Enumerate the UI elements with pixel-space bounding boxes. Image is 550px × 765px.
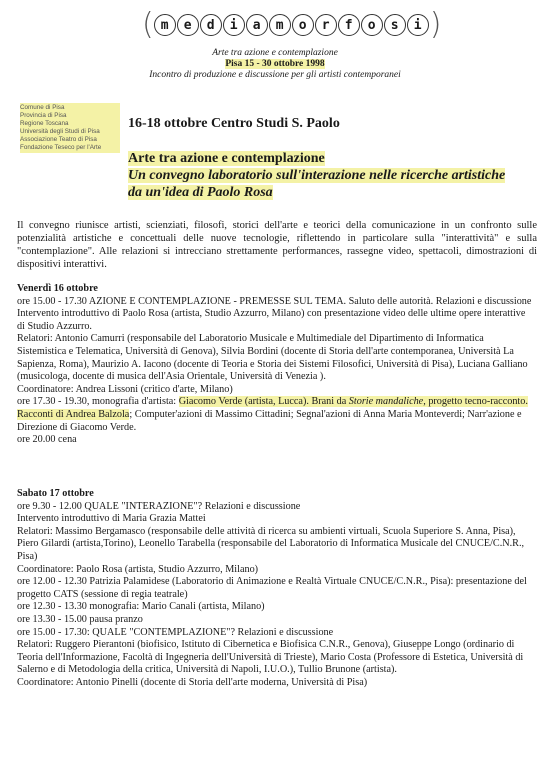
- logo-letter: i: [407, 14, 429, 36]
- program-line: Coordinatore: Andrea Lissoni (critico d'arte, Milano): [17, 383, 233, 395]
- header-dates: [0, 59, 550, 69]
- logo-open-paren: (: [142, 7, 154, 42]
- sponsor-list: [20, 103, 120, 153]
- program-line: Intervento introduttivo di Maria Grazia Mattei: [17, 513, 206, 525]
- program-line: Relatori: Massimo Bergamasco (responsabile delle attività di ricerca su ambienti virtuali, Scuola Superiore S. Anna, Pisa), Piero Gilardi (artista,Torino), Leonello Tarabella (responsabile del Laboratorio di Informatica Musicale del CNUCE/C.N.R., Pisa): [17, 525, 525, 562]
- program-line: Intervento introduttivo di Paolo Rosa (artista, Studio Azzurro, Milano) con presentazione video delle ultime opere interattive di Studio Azzurro.: [17, 308, 526, 332]
- saturday-section: [17, 488, 535, 690]
- sponsor-item: Regione Toscana: [20, 120, 69, 127]
- header-dates-text: Pisa 15 - 30 ottobre 1998: [225, 59, 325, 69]
- sponsor-item: Associazione Teatro di Pisa: [20, 136, 97, 143]
- intro-paragraph: Il convegno riunisce artisti, scienziati, filosofi, storici dell'arte e teorici della comunicazione in un confronto sulle potenzialità artistiche e concettuali delle nuove tecnologie, riflettendo in particolare sulla "interattività" e sulla "contemplazione". Alle relazioni si intrecciano strettamente performances, rassegne video, spettacoli, dimostrazioni di dispositivi interattivi.: [17, 220, 537, 270]
- monografia-credits: ; Computer'azioni di Massimo Cittadini; Segnal'azioni di Anna Maria Monteverdi; Narr'azione e Direzione di Giacomo Verde.: [17, 408, 522, 433]
- sponsor-item: Provincia di Pisa: [20, 112, 67, 119]
- logo-letter: e: [177, 14, 199, 36]
- main-title: Arte tra azione e contemplazione: [128, 151, 325, 166]
- sponsor-item: Università degli Studi di Pisa: [20, 128, 100, 135]
- program-line: ore 9.30 - 12.00 QUALE "INTERAZIONE"? Relazioni e discussione: [17, 500, 301, 512]
- friday-section: [17, 283, 535, 447]
- monografia-work: Storie mandaliche: [348, 396, 424, 408]
- monografia-artist: Giacomo Verde (artista, Lucca). Brani da: [178, 396, 349, 408]
- program-line: Relatori: Antonio Camurri (responsabile del Laboratorio Musicale e Multimediale del Dipartimento di Informatica Sistemistica e Telematica, Università di Genova), Silvia Bordini (docente di Storia dell'arte contemporanea, Università La Sapienza, Roma), Maurizio A. Iacono (docente di Teoria e Storia dei Sistemi Filosofici, Università di Pisa), Luciana Galliano (musicologa, docente di musica dell'Asia Orientale, Università di Venezia ).: [17, 333, 528, 383]
- monografia-time: ore 17.30 - 19.30, monografia d'artista:: [17, 396, 179, 408]
- header-tagline: Incontro di produzione e discussione per gli artisti contemporanei: [149, 70, 401, 80]
- logo-letter: s: [384, 14, 406, 36]
- program-line: ore 15.00 - 17.30: QUALE "CONTEMPLAZIONE"? Relazioni e discussione: [17, 626, 334, 638]
- program-line: ore 20.00 cena: [17, 434, 77, 446]
- logo-letters: [154, 14, 430, 36]
- program-line: Relatori: Ruggero Pierantoni (biofisico, Istituto di Cibernetica e Biofisica C.N.R., Genova), Giuseppe Longo (ordinario di Teoria dell'Informazione, Facoltà di Ingegneria dell'Università di Trieste), Mario Costa (Professore di Estetica, Università di Salerno e di Metodologia della critica, Università di Napoli, I.U.O.), Tullio Brunone (artista).: [17, 639, 524, 676]
- header-subtitle: Arte tra azione e contemplazione: [212, 48, 338, 58]
- logo-letter: f: [338, 14, 360, 36]
- program-line-monografia: [17, 396, 535, 434]
- venue-heading: 16-18 ottobre Centro Studi S. Paolo: [128, 116, 340, 131]
- friday-heading: Venerdì 16 ottobre: [17, 283, 98, 294]
- logo-letter: d: [200, 14, 222, 36]
- title-block: [128, 150, 528, 201]
- monografia-project: , progetto tecno-racconto. Racconti di Andrea Balzola: [17, 396, 528, 420]
- program-line: ore 12.30 - 13.30 monografia: Mario Canali (artista, Milano): [17, 601, 265, 613]
- saturday-heading: Sabato 17 ottobre: [17, 488, 94, 499]
- program-line: Coordinatore: Antonio Pinelli (docente di Storia dell'arte moderna, Università di Pisa): [17, 676, 368, 688]
- program-line: ore 13.30 - 15.00 pausa pranzo: [17, 613, 143, 625]
- subtitle-line-1: Un convegno laboratorio sull'interazione nelle ricerche artistiche: [128, 168, 506, 183]
- program-line: ore 12.00 - 12.30 Patrizia Palamidese (Laboratorio di Animazione e Realtà Virtuale CNUCE/C.N.R., Pisa): presentazione del progetto CATS (sessione di regia teatrale): [17, 576, 527, 600]
- subtitle-line-2: da un'idea di Paolo Rosa: [128, 185, 273, 200]
- logo-letter: a: [246, 14, 268, 36]
- mediamorfosi-logo: [142, 7, 442, 42]
- logo-letter: i: [223, 14, 245, 36]
- logo-letter: o: [292, 14, 314, 36]
- logo-letter: o: [361, 14, 383, 36]
- sponsor-item: Comune di Pisa: [20, 104, 65, 111]
- logo-close-paren: ): [429, 7, 442, 42]
- program-line: Coordinatore: Paolo Rosa (artista, Studio Azzurro, Milano): [17, 563, 259, 575]
- logo-letter: m: [154, 14, 176, 36]
- sponsor-item: Fondazione Teseco per l'Arte: [20, 144, 102, 151]
- program-line: ore 15.00 - 17.30 AZIONE E CONTEMPLAZIONE - PREMESSE SUL TEMA. Saluto delle autorità. Relazioni e discussione: [17, 295, 532, 307]
- logo-letter: m: [269, 14, 291, 36]
- logo-letter: r: [315, 14, 337, 36]
